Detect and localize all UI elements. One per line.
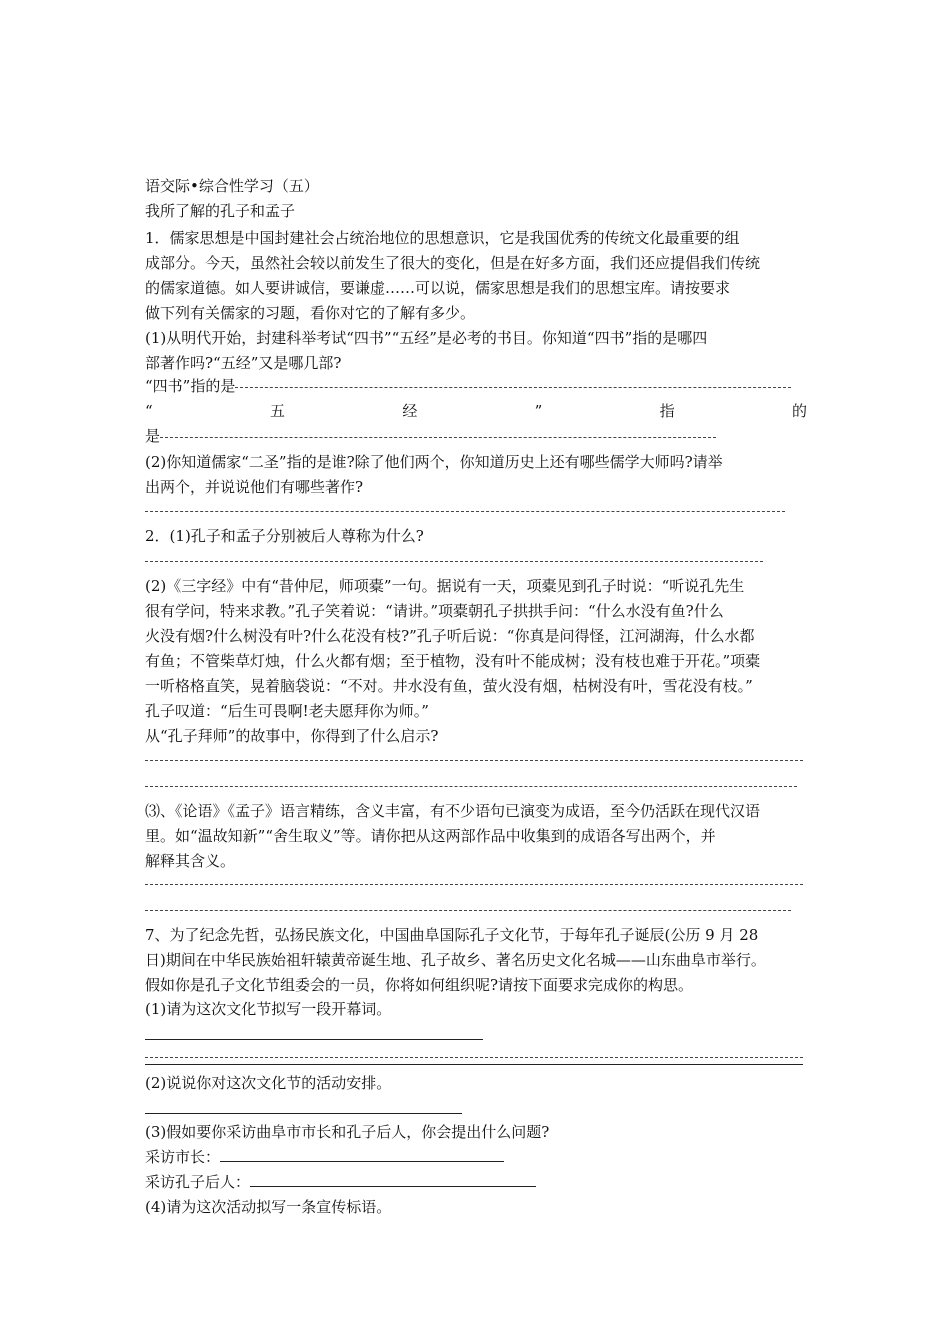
q1-part1-line: (1)从明代开始，封建科举考试“四书”“五经”是必考的书目。你知道“四书”指的是哪四 <box>145 329 708 347</box>
answer-underline[interactable] <box>145 1039 483 1040</box>
answer-dash-line[interactable] <box>145 1057 803 1058</box>
q1-part2-line: (2)你知道儒家“二圣”指的是谁?除了他们两个，你知道历史上还有哪些儒学大师吗?请举 <box>145 453 723 471</box>
q1-part2-line: 出两个，并说说他们有哪些著作? <box>145 478 364 496</box>
wujing-char: 五 <box>269 402 285 420</box>
wujing-answer-row <box>145 401 807 421</box>
q1-intro-line: 做下列有关儒家的习题，看你对它的了解有多少。 <box>145 304 476 322</box>
answer-dash-line[interactable] <box>145 910 791 911</box>
interview-mayor-blank[interactable] <box>220 1147 504 1162</box>
sishu-answer-blank[interactable] <box>235 387 791 388</box>
interview-descendant-row <box>145 1172 807 1192</box>
wujing-char: 经 <box>402 402 418 420</box>
answer-underline[interactable] <box>145 1064 803 1065</box>
q2-story-line: 很有学问，特来求教。”孔子笑着说：“请讲。”项橐朝孔子拱拱手问：“什么水没有鱼?什么 <box>145 602 724 620</box>
worksheet-title: 语交际•综合性学习（五） <box>145 177 319 195</box>
answer-dash-line[interactable] <box>145 561 763 562</box>
wujing-char: 指 <box>659 402 675 420</box>
q3-line: ⑶、《论语》《孟子》语言精练，含义丰富，有不少语句已演变为成语，至今仍活跃在现代汉语 <box>145 802 761 820</box>
interview-mayor-label: 采访市长： <box>145 1148 221 1166</box>
wujing-char: ” <box>534 402 543 420</box>
worksheet-subtitle: 我所了解的孔子和孟子 <box>145 202 296 220</box>
q2-part1: 2．(1)孔子和孟子分别被后人尊称为什么? <box>145 527 424 545</box>
q2-question: 从“孔子拜师”的故事中，你得到了什么启示? <box>145 727 439 745</box>
q1-intro-line: 成部分。今天，虽然社会较以前发生了很大的变化，但是在好多方面，我们还应提倡我们传统 <box>145 254 761 272</box>
answer-dash-line[interactable] <box>145 786 797 787</box>
q7-part3: (3)假如要你采访曲阜市市长和孔子后人，你会提出什么问题? <box>145 1123 550 1141</box>
q7-part2: (2)说说你对这次文化节的活动安排。 <box>145 1074 392 1092</box>
q2-story-line: 有鱼；不管柴草灯烛，什么火都有烟；至于植物，没有叶不能成树；没有枝也难于开花。”项橐 <box>145 652 761 670</box>
q7-line: 日)期间在中华民族始祖轩辕黄帝诞生地、孔子故乡、著名历史文化名城——山东曲阜市举行。 <box>145 951 766 969</box>
q3-line: 里。如“温故知新”“舍生取义”等。请你把从这两部作品中收集到的成语各写出两个，并 <box>145 827 716 845</box>
answer-dash-line[interactable] <box>145 760 803 761</box>
wujing-answer-blank[interactable] <box>160 437 716 438</box>
q1-part1-line: 部著作吗?“五经”又是哪几部? <box>145 354 342 372</box>
wujing-end-char: 是 <box>145 427 161 445</box>
q2-story-line: 一听格格直笑，晃着脑袋说：“不对。井水没有鱼，萤火没有烟，枯树没有叶，雪花没有枝。” <box>145 677 753 695</box>
sishu-label: “四书”指的是 <box>145 377 236 395</box>
interview-descendant-blank[interactable] <box>250 1172 536 1187</box>
wujing-char: “ <box>145 402 153 420</box>
interview-mayor-row <box>145 1147 807 1167</box>
q3-line: 解释其含义。 <box>145 852 236 870</box>
interview-descendant-label: 采访孔子后人： <box>145 1173 251 1191</box>
wujing-char: 的 <box>791 402 807 420</box>
q7-line: 7、为了纪念先哲，弘扬民族文化，中国曲阜国际孔子文化节，于每年孔子诞辰(公历 9 月 28 <box>145 926 759 944</box>
q2-story-line: 孔子叹道：“后生可畏啊!老夫愿拜你为师。” <box>145 702 429 720</box>
q7-part1: (1)请为这次文化节拟写一段开幕词。 <box>145 1000 392 1018</box>
q7-line: 假如你是孔子文化节组委会的一员，你将如何组织呢?请按下面要求完成你的构思。 <box>145 976 694 994</box>
q2-story-line: 火没有烟?什么树没有叶?什么花没有枝?”孔子听后说：“你真是问得怪，江河湖海，什么水都 <box>145 627 755 645</box>
q2-story-line: (2)《三字经》中有“昔仲尼，师项橐”一句。据说有一天，项橐见到孔子时说：“听说孔先生 <box>145 577 745 595</box>
answer-dash-line[interactable] <box>145 884 803 885</box>
wujing-answer-row-end <box>145 426 807 446</box>
q7-part4: (4)请为这次活动拟写一条宣传标语。 <box>145 1198 392 1216</box>
q1-intro-line: 的儒家道德。如人要讲诚信，要谦虚……可以说，儒家思想是我们的思想宝库。请按要求 <box>145 279 731 297</box>
q1-intro-line: 1．儒家思想是中国封建社会占统治地位的思想意识，它是我国优秀的传统文化最重要的组 <box>145 229 740 247</box>
sishu-answer-row <box>145 376 807 396</box>
answer-underline[interactable] <box>145 1113 462 1114</box>
answer-dash-line[interactable] <box>145 511 785 512</box>
